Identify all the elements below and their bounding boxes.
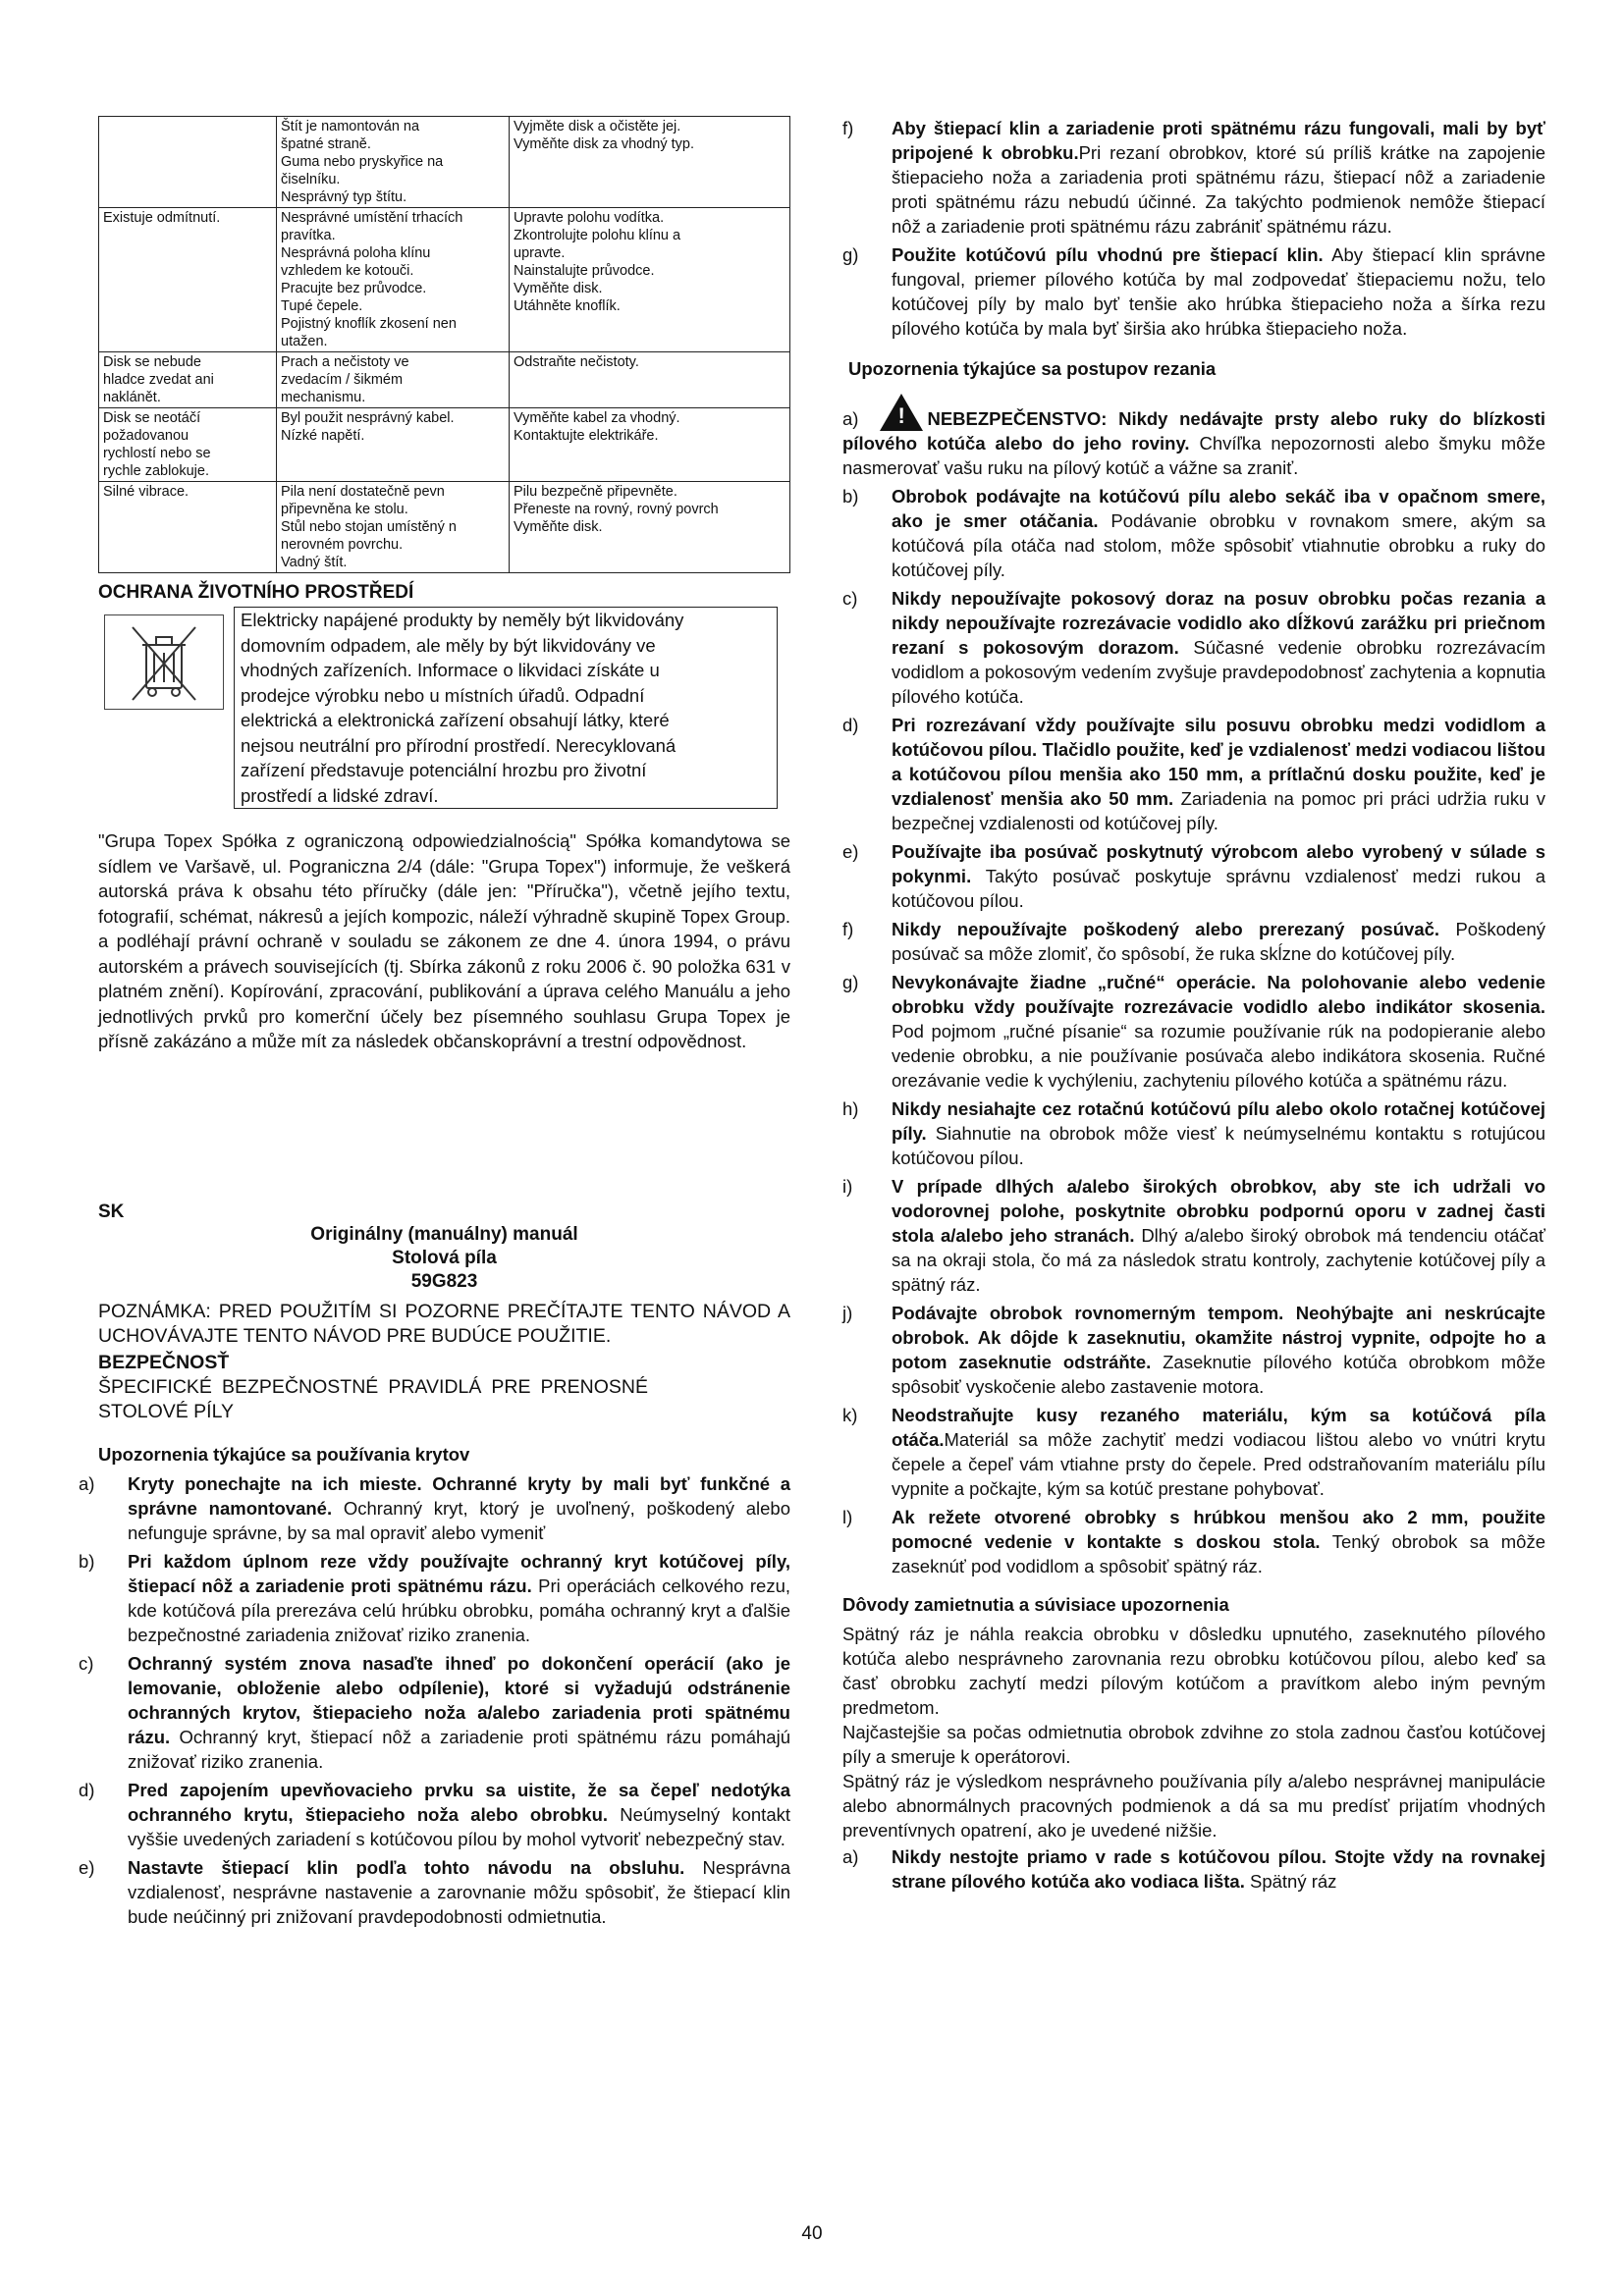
cutting-list (842, 484, 1545, 1578)
list-item (842, 1174, 1545, 1297)
guards-heading: Upozornenia týkajúce sa používania krytov (98, 1443, 470, 1465)
item-text: Súčasné vedenie obrobku rozrezávacím vodidlom a pokosovým vedením zvyšuje pravdepodobnosť zachytenia a kopnutia pílového kotúča. (892, 637, 1545, 707)
item-text: Pri rezaní obrobkov, ktoré sú príliš krátke na zapojenie štiepacieho noža a zariadenia proti spätnému rázu, štiepací nôž a zariadenie proti spätnému rázu nebudú účinné. Za takýchto podmienok nemôže štiepací nôž a zariadenie proti spätnému rázu zabrániť spätnému rázu. (892, 142, 1545, 237)
table-cell-cause (277, 352, 510, 408)
table-cell-remedy (510, 352, 790, 408)
item-bold: Neodstraňujte kusy rezaného materiálu, kým sa kotúčová píla otáča. (892, 1405, 1545, 1450)
item-text: Zariadenia na pomoc pri práci udržia ruku v bezpečnej vzdialenosti od kotúčovej píly. (892, 788, 1545, 833)
cell-line: Kontaktujte elektrikáře. (514, 428, 659, 444)
env-line: zařízení představuje potenciální hrozbu pro životní (241, 760, 647, 780)
table-row (99, 352, 790, 408)
cell-line: mechanismu. (281, 390, 366, 405)
cell-line: Silné vibrace. (103, 484, 189, 500)
cell-line: Pracujte bez průvodce. (281, 281, 427, 296)
item-bold: Nevykonávajte žiadne „ručné“ operácie. Na polohovanie alebo vedenie obrobku vždy používajte rozrezávacie vodidlo alebo indikátor skosenia. (892, 972, 1545, 1017)
item-text: Aby štiepací klin správne fungoval, priemer pílového kotúča by mal zodpovedať štiepaciemu nožu, telo kotúčovej píly by malo byť tenšie ako hrúbka štiepacieho noža a šírka rezu pílového kotúča by mala byť širšia ako hrúbka štiepacieho noža. (892, 244, 1546, 339)
kickback-item (842, 1844, 1545, 1894)
item-bold: Pri rozrezávaní vždy používajte silu posuvu obrobku medzi vodidlom a kotúčovou pílou. Tlačidlo použite, keď je vzdialenosť medzi vodiacou lištou a kotúčovou pílou menšia ako 150 mm, a prítlačnú dosku použite, keď je vzdialenosť menšia ako 50 mm. (892, 715, 1545, 809)
item-label: e) (79, 1856, 95, 1878)
list-item (842, 242, 1545, 341)
cell-line: naklánět. (103, 390, 161, 405)
item-bold: Aby štiepací klin a zariadenie proti spätnému rázu fungovali, mali by byť pripojené k obrobku. (892, 118, 1545, 163)
table-cell-remedy (510, 208, 790, 352)
item-text: Nesprávna vzdialenosť, nesprávne nastavenie a zarovnanie môžu spôsobiť, že štiepací klin bude neúčinný pri znižovaní pravdepodobnosti odmietnutia. (128, 1856, 790, 1927)
list-item (79, 1778, 790, 1851)
list-item (842, 1096, 1545, 1170)
item-bold: Ochranný systém znova nasaďte ihneď po dokončení operácií (ako je lemovanie, obloženie alebo odpílenie), ktoré si vyžadujú odstránenie ochranných krytov, štiepacieho noža a/alebo zariadenia proti spätnému rázu. (128, 1652, 790, 1747)
copyright-notice: "Grupa Topex Spółka z ograniczoną odpowiedzialnością" Spółka komandytowa se sídlem ve Varšavě, ul. Pograniczna 2/4 (dále: "Grupa Topex") informuje, že veškerá autorská práva k obsahu této příručky (dále jen: "Příručka"), včetně jejího textu, fotografií, schémat, nákresů a jejích kompozic, náleží výhradně skupině Topex Group. a podléhají právní ochraně v souladu se zákonem ze dne 4. února 1994, o právu autorském a právech souvisejících (tj. Sbírka zákonů z roku 2006 č. 90 položka 631 v platném znění). Kopírování, zpracování, publikování a úprava celého Manuálu a jeho jednotlivých prvků pro komerční účely bez písemného souhlasu Grupa Topex je přísně zakázáno a může mít za následek občanskoprávní a trestní odpovědnost. (98, 830, 790, 1051)
manual-title: Originálny (manuálny) manuál (310, 1223, 578, 1245)
cell-line: Štít je namontován na (281, 119, 420, 134)
item-bold: Kryty ponechajte na ich mieste. Ochranné kryty by mali byť funkčné a správne namontované. (128, 1472, 790, 1519)
cell-line: Upravte polohu vodítka. (514, 210, 665, 226)
item-bold: Nikdy nepoužívajte poškodený alebo prerezaný posúvač. (892, 919, 1440, 939)
item-bold: Ak režete otvorené obrobky s hrúbkou menšou ako 2 mm, použite pomocné vedenie v kontakte s doskou stola. (892, 1507, 1545, 1552)
list-item (842, 917, 1545, 966)
danger-item (842, 394, 1545, 480)
cell-line: Zkontrolujte polohu klínu a (514, 228, 681, 243)
danger-bold: NEBEZPEČENSTVO: Nikdy nedávajte prsty alebo ruky do blízkosti pílového kotúča alebo do jeho roviny. (842, 408, 1545, 454)
safety-heading: BEZPEČNOSŤ (98, 1351, 230, 1373)
env-section (98, 607, 790, 825)
item-text: Ochranný kryt, ktorý je uvoľnený, poškodený alebo nefunguje správne, by sa mal opraviť alebo vymeniť (128, 1497, 790, 1543)
cell-line: Nízké napětí. (281, 428, 365, 444)
item-text: Ochranný kryt, štiepací nôž a zariadenie proti spätnému rázu pomáhajú znižovať riziko zranenia. (128, 1726, 790, 1772)
page-number: 40 (801, 2223, 823, 2244)
cell-line: hladce zvedat ani (103, 372, 214, 388)
table-row (99, 482, 790, 573)
cell-line: Odstraňte nečistoty. (514, 354, 639, 370)
cell-line: špatné straně. (281, 136, 371, 152)
cell-line: Nesprávný typ štítu. (281, 189, 407, 205)
item-label: b) (842, 486, 859, 507)
item-label: g) (842, 244, 859, 265)
table-cell-problem (99, 482, 277, 573)
item-text: Siahnutie na obrobok môže viesť k neúmyselnému kontaktu s rotujúcou kotúčovou pílou. (892, 1123, 1545, 1168)
item-text: Spätný ráz (1244, 1871, 1337, 1892)
env-line: prodejce výrobku nebo u místních úřadů. Odpadní (241, 684, 645, 706)
cell-line: požadovanou (103, 428, 189, 444)
item-text: Poškodený posúvač sa môže zlomiť, čo spôsobí, že ruka skĺzne do kotúčovej píly. (892, 919, 1545, 964)
item-label: g) (842, 972, 859, 992)
item-label: i) (842, 1176, 853, 1197)
item-text: Podávanie obrobku v rovnakom smere, akým sa kotúčová píla otáča nad stolom, môže spôsobiť vtiahnutie obrobku a ruky do kotúčovej píly. (892, 510, 1545, 580)
item-label: a) (842, 408, 859, 429)
item-label: c) (842, 588, 858, 609)
env-line: vhodných zařízeních. Informace o likvidaci získáte u (241, 660, 660, 680)
item-text: Takýto posúvač poskytuje správnu vzdialenosť medzi rukou a kotúčovou pílou. (892, 866, 1545, 911)
item-bold: Pri každom úplnom reze vždy používajte ochranný kryt kotúčovej píly, štiepací nôž a zariadenie proti spätnému rázu. (128, 1550, 790, 1596)
item-text: Zaseknutie pílového kotúča obrobkom môže spôsobiť vyskočenie alebo zastavenie motora. (892, 1352, 1545, 1397)
cell-line: připevněna ke stolu. (281, 502, 408, 517)
cell-line: Pilu bezpečně připevněte. (514, 484, 677, 500)
cell-line: zvedacím / šikmém (281, 372, 404, 388)
env-notice-box (234, 607, 778, 809)
cell-line: Přeneste na rovný, rovný povrch (514, 502, 719, 517)
list-item (842, 484, 1545, 582)
item-label: a) (842, 1846, 859, 1867)
model-number: 59G823 (410, 1270, 478, 1292)
list-item (842, 1505, 1545, 1578)
table-cell-remedy (510, 482, 790, 573)
item-label: a) (79, 1472, 95, 1494)
cutting-heading: Upozornenia týkajúce sa postupov rezania (848, 358, 1217, 379)
item-label: f) (842, 118, 854, 138)
env-line: prostředí a lidské zdraví. (241, 784, 439, 806)
kickback-heading: Dôvody zamietnutia a súvisiace upozornenia (842, 1594, 1229, 1615)
cell-line: utažen. (281, 334, 328, 349)
item-bold: Nikdy nesiahajte cez rotačnú kotúčovú pílu alebo okolo rotačnej kotúčovej píly. (892, 1098, 1545, 1144)
env-line: nejsou neutrální pro přírodní prostředí. Nerecyklovaná (241, 734, 677, 756)
danger-text: Chvíľka nepozornosti alebo šmyku môže nasmerovať vašu ruku na pílový kotúč a vážne sa zraniť. (842, 433, 1545, 478)
item-bold: Obrobok podávajte na kotúčovú pílu alebo sekáč iba v opačnom smere, ako je smer otáčania. (892, 486, 1545, 531)
item-text: Tenký obrobok sa môže zaseknúť pod vodidlom a spôsobiť spätný ráz. (892, 1531, 1546, 1576)
guards-list (79, 1471, 790, 1929)
kickback-paragraph: Spätný ráz je náhla reakcia obrobku v dôsledku upnutého, zaseknutého pílového kotúča alebo nesprávneho zarovnania rezu obrobku kotúčovou pílou, alebo keď sa časť obrobku zachytí medzi pílovým kotúčom a pravítkom alebo iným pevným predmetom. (842, 1624, 1545, 1718)
item-bold: V prípade dlhých a/alebo širokých obrobkov, aby ste ich udržali vo vodorovnej polohe, poskytnite obrobku podpornú oporu v zadnej časti stola a/alebo jeho stranách. (892, 1176, 1545, 1246)
item-label: j) (842, 1303, 853, 1323)
table-cell-cause (277, 408, 510, 482)
kickback-paragraph: Spätný ráz je výsledkom nesprávneho používania píly a/alebo nesprávnej manipulácie alebo abnormálnych pracovných podmienok a dá sa mu predísť prijatím vhodných preventívnych opatrení, ako je uvedené nižšie. (842, 1771, 1545, 1841)
cell-line: Vyměňte disk. (514, 519, 603, 535)
kickback-paragraph: Najčastejšie sa počas odmietnutia obrobok zdvihne zo stola zadnou časťou kotúčovej píly a smeruje k operátorovi. (842, 1722, 1545, 1767)
cell-line: Vyměňte kabel za vhodný. (514, 410, 680, 426)
env-line: elektrická a elektronická zařízení obsahují látky, které (241, 710, 670, 730)
item-bold: Podávajte obrobok rovnomerným tempom. Neohýbajte ani neskrúcajte obrobok. Ak dôjde k zaseknutiu, okamžite nástroj vypnite, odpojte ho a potom zaseknutie odstráňte. (892, 1303, 1545, 1372)
item-bold: Použite kotúčovú pílu vhodnú pre štiepací klin. (892, 244, 1324, 265)
item-label: k) (842, 1405, 858, 1425)
item-bold: Používajte iba posúvač poskytnutý výrobcom alebo vyrobený v súlade s pokynmi. (892, 841, 1545, 886)
item-label: f) (842, 919, 854, 939)
item-bold: Nastavte štiepací klin podľa tohto návodu na obsluhu. (128, 1856, 685, 1878)
cell-line: pravítka. (281, 228, 336, 243)
cell-line: rychlostí nebo se (103, 446, 211, 461)
read-note: POZNÁMKA: PRED POUŽITÍM SI POZORNE PREČÍTAJTE TENTO NÁVOD A UCHOVÁVAJTE TENTO NÁVOD PRE BUDÚCE POUŽITIE. (98, 1300, 790, 1347)
env-line: Elektricky napájené produkty by neměly být likvidovány (241, 610, 684, 630)
table-cell-problem (99, 408, 277, 482)
table-cell-cause (277, 117, 510, 208)
table-cell-problem (99, 208, 277, 352)
cell-line: Vadný štít. (281, 555, 348, 570)
cell-line: Nainstalujte průvodce. (514, 263, 655, 279)
troubleshooting-table (98, 116, 790, 573)
product-name: Stolová píla (392, 1247, 497, 1268)
item-label: l) (842, 1507, 853, 1527)
cell-line: Disk se nebude (103, 354, 201, 370)
cell-line: Vyměňte disk za vhodný typ. (514, 136, 695, 152)
cell-line: Existuje odmítnutí. (103, 210, 221, 226)
cell-line: Utáhněte knoflík. (514, 298, 621, 314)
item-text: Pod pojmom „ručné písanie“ sa rozumie používanie rúk na podopieranie alebo vedenie obrobku, a nie používanie posúvača alebo indikátora skosenia. Ručné orezávanie vedie k vychýleniu, zachyteniu pílového kotúča a spätnému rázu. (892, 1021, 1545, 1091)
cell-line: Tupé čepele. (281, 298, 363, 314)
table-cell-problem (99, 352, 277, 408)
list-item (79, 1651, 790, 1774)
list-item (842, 586, 1545, 709)
list-item (842, 1403, 1545, 1501)
cell-line: rychle zablokuje. (103, 463, 209, 479)
item-text: Neúmyselný kontakt vyššie uvedených zariadení s kotúčovou pílou by mohol vytvoriť nebezpečný stav. (128, 1803, 791, 1849)
cell-line: nerovném povrchu. (281, 537, 404, 553)
guards-list-continued (842, 116, 1545, 341)
cell-line: Prach a nečistoty ve (281, 354, 409, 370)
item-bold: Pred zapojením upevňovacieho prvku sa uistite, že sa čepeľ nedotýka ochranného krytu, štiepacieho noža alebo obrobku. (128, 1779, 790, 1825)
item-text: Dlhý a/alebo široký obrobok má tendenciu otáčať sa na okraji stola, čo má za následok stratu kontroly, zachytenie kotúčovej píly a spätný ráz. (892, 1225, 1545, 1295)
cell-line: Nesprávné umístění trhacích (281, 210, 463, 226)
cell-line: Pila není dostatečně pevn (281, 484, 445, 500)
item-label: d) (79, 1779, 95, 1800)
list-item (842, 1301, 1545, 1399)
cell-line: Nesprávná poloha klínu (281, 245, 431, 261)
table-cell-cause (277, 208, 510, 352)
list-item (842, 839, 1545, 913)
item-text: Pri operáciách celkového rezu, kde kotúčová píla prerezáva celú hrúbku obrobku, pomáha ochranný kryt a ďalšie bezpečnostné zariadenia znižovať riziko zranenia. (128, 1575, 790, 1645)
cell-line: Byl použit nesprávný kabel. (281, 410, 455, 426)
item-label: e) (842, 841, 859, 862)
language-code: SK (98, 1201, 125, 1222)
table-row (99, 117, 790, 208)
warning-triangle-icon (880, 394, 923, 431)
cell-line: Guma nebo pryskyřice na (281, 154, 444, 170)
cell-line: Stůl nebo stojan umístěný n (281, 519, 457, 535)
left-column (79, 116, 791, 1933)
table-cell-cause (277, 482, 510, 573)
cell-line: Vyjměte disk a očistěte jej. (514, 119, 681, 134)
item-label: h) (842, 1098, 859, 1119)
specific-rules-heading: ŠPECIFICKÉ BEZPEČNOSTNÉ PRAVIDLÁ PRE PRENOSNÉ STOLOVÉ PÍLY (98, 1375, 648, 1422)
table-cell-remedy (510, 408, 790, 482)
table-row (99, 208, 790, 352)
item-text: Materiál sa môže zachytiť medzi vodiacou lištou alebo vo vnútri krytu čepele a čepeľ vám vtiahne prsty do čepele. Pred odstraňovaním materiálu pílu vypnite a počkajte, kým sa kotúč prestane pohybovať. (892, 1429, 1545, 1499)
list-item (842, 970, 1545, 1093)
list-item (79, 1471, 790, 1545)
table-cell-problem (99, 117, 277, 208)
cell-line: upravte. (514, 245, 566, 261)
list-item (79, 1549, 790, 1647)
item-bold: Nikdy nepoužívajte pokosový doraz na posuv obrobku počas rezania a nikdy nepoužívajte rozrezávacie vodidlo ako dĺžkovú zarážku pri priečnom rezaní s pokosovým dorazom. (892, 588, 1545, 658)
env-line: domovním odpadem, ale měly by být likvidovány ve (241, 634, 656, 656)
cell-line: Disk se neotáčí (103, 410, 201, 426)
list-item (842, 116, 1545, 239)
item-bold: Nikdy nestojte priamo v rade s kotúčovou pílou. Stojte vždy na rovnakej strane pílového kotúča ako vodiaca lišta. (892, 1846, 1545, 1892)
cell-line: Pojistný knoflík zkosení nen (281, 316, 457, 332)
item-label: b) (79, 1550, 95, 1572)
table-cell-remedy (510, 117, 790, 208)
cell-line: vzhledem ke kotouči. (281, 263, 414, 279)
cell-line: Vyměňte disk. (514, 281, 603, 296)
right-column (842, 116, 1545, 1897)
item-label: d) (842, 715, 859, 735)
table-row (99, 408, 790, 482)
item-label: c) (79, 1652, 94, 1674)
list-item (79, 1855, 790, 1929)
env-heading: OCHRANA ŽIVOTNÍHO PROSTŘEDÍ (98, 582, 414, 603)
cell-line: čiselníku. (281, 172, 341, 187)
list-item (842, 713, 1545, 835)
weee-bin-icon (104, 614, 224, 710)
